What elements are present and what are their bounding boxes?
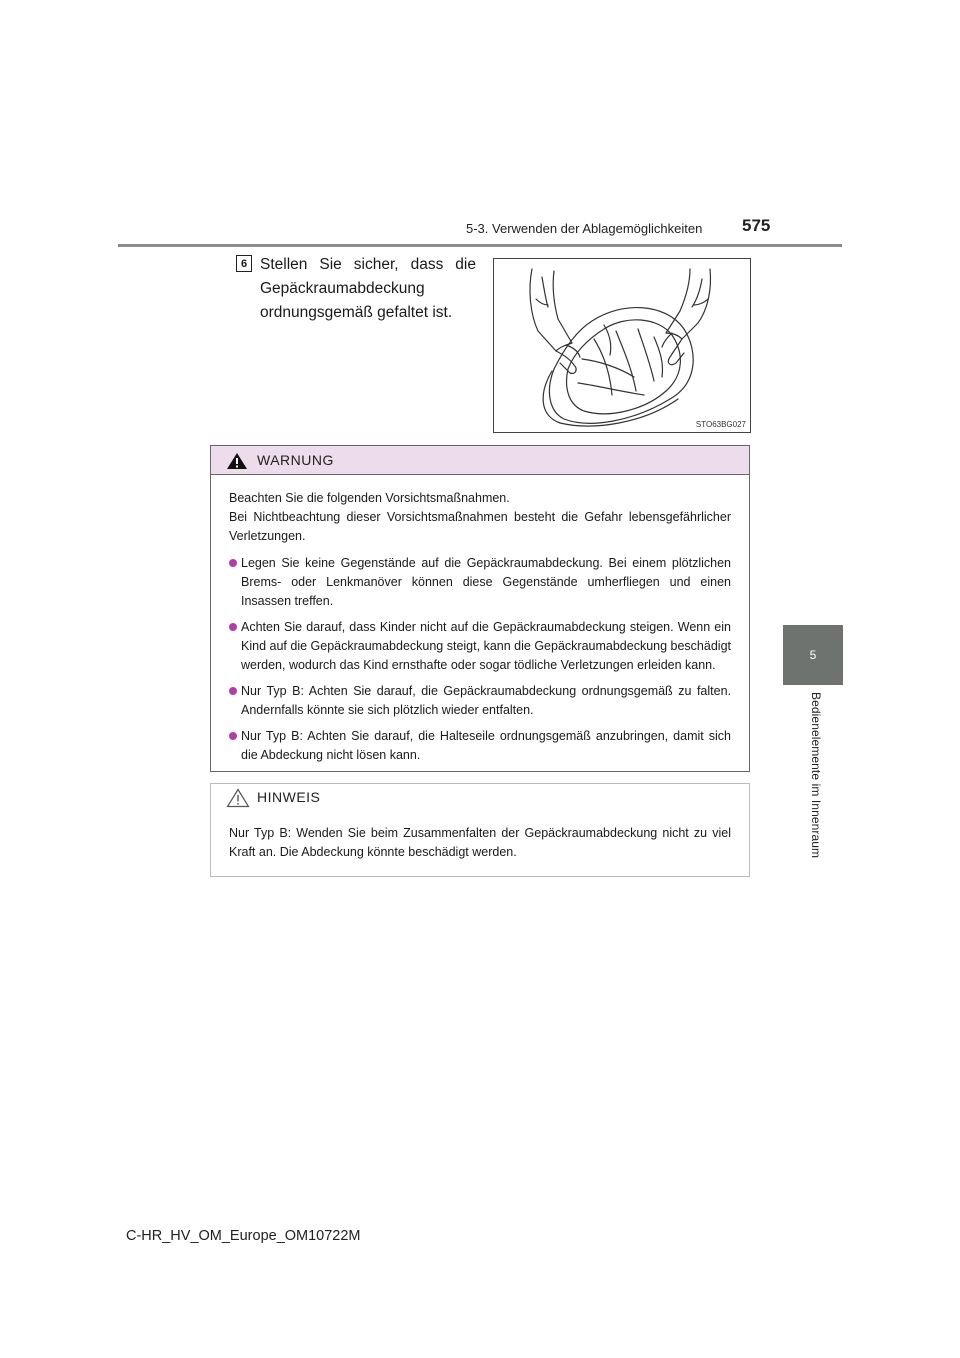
header-section-title: 5-3. Verwenden der Ablagemöglichkeiten — [466, 221, 703, 236]
page-number: 575 — [742, 216, 771, 235]
warning-bullet-text: Nur Typ B: Achten Sie darauf, die Gepäckraumabdeckung ordnungsgemäß zu falten. Andernfalls könnte sie sich plötzlich wieder entfalten. — [241, 684, 731, 717]
warning-title: WARNUNG — [257, 452, 334, 468]
warning-body — [211, 475, 749, 765]
warning-bullet-text: Legen Sie keine Gegenstände auf die Gepäckraumabdeckung. Bei einem plötzlichen Brems- oder Lenkmanöver können diese Gegenstände umherfliegen und einen Insassen treffen. — [241, 556, 731, 608]
warning-bullet-text: Achten Sie darauf, dass Kinder nicht auf die Gepäckraumabdeckung steigen. Wenn ein Kind auf die Gepäckraumabdeckung steigt, kann die Gepäckraumabdeckung beschädigt werden, wodurch das Kind ernsthafte oder sogar tödliche Verletzungen erleiden kann. — [241, 620, 731, 672]
warning-box — [210, 445, 750, 772]
warning-bullet — [229, 554, 731, 611]
step-number-badge: 6 — [236, 255, 252, 272]
warning-triangle-icon — [226, 452, 248, 470]
notice-header — [211, 784, 749, 812]
chapter-tab — [783, 625, 843, 685]
header-divider — [118, 244, 842, 247]
chapter-title: Bedienelemente im Innenraum — [809, 692, 823, 859]
bullet-dot-icon — [229, 559, 237, 567]
hands-folding-cover-illustration — [494, 259, 750, 432]
bullet-dot-icon — [229, 687, 237, 695]
figure-code: STO63BG027 — [695, 420, 746, 429]
notice-box — [210, 783, 750, 877]
warning-bullet — [229, 727, 731, 765]
bullet-dot-icon — [229, 623, 237, 631]
warning-bullet — [229, 682, 731, 720]
document-code: C-HR_HV_OM_Europe_OM10722M — [126, 1228, 361, 1244]
warning-intro-line: Bei Nichtbeachtung dieser Vorsichtsmaßnahmen besteht die Gefahr lebensgefährlicher Verletzungen. — [229, 510, 731, 543]
warning-intro — [229, 489, 731, 546]
bullet-dot-icon — [229, 732, 237, 740]
warning-bullet — [229, 618, 731, 675]
notice-triangle-icon — [226, 788, 250, 808]
warning-bullet-text: Nur Typ B: Achten Sie darauf, die Halteseile ordnungsgemäß anzubringen, damit sich die Abdeckung nicht lösen kann. — [241, 729, 731, 762]
chapter-number: 5 — [809, 648, 817, 662]
notice-text: Nur Typ B: Wenden Sie beim Zusammenfalten der Gepäckraumabdeckung nicht zu viel Kraft an. Die Abdeckung könnte beschädigt werden. — [229, 826, 731, 859]
warning-bullet-list — [229, 554, 731, 765]
folding-illustration — [493, 258, 751, 433]
warning-intro-line: Beachten Sie die folgenden Vorsichtsmaßnahmen. — [229, 491, 510, 505]
notice-title: HINWEIS — [257, 789, 321, 805]
step-instruction: Stellen Sie sicher, dass die Gepäckraumabdeckung ordnungsgemäß gefaltet ist. — [260, 256, 476, 321]
warning-header — [211, 446, 749, 475]
